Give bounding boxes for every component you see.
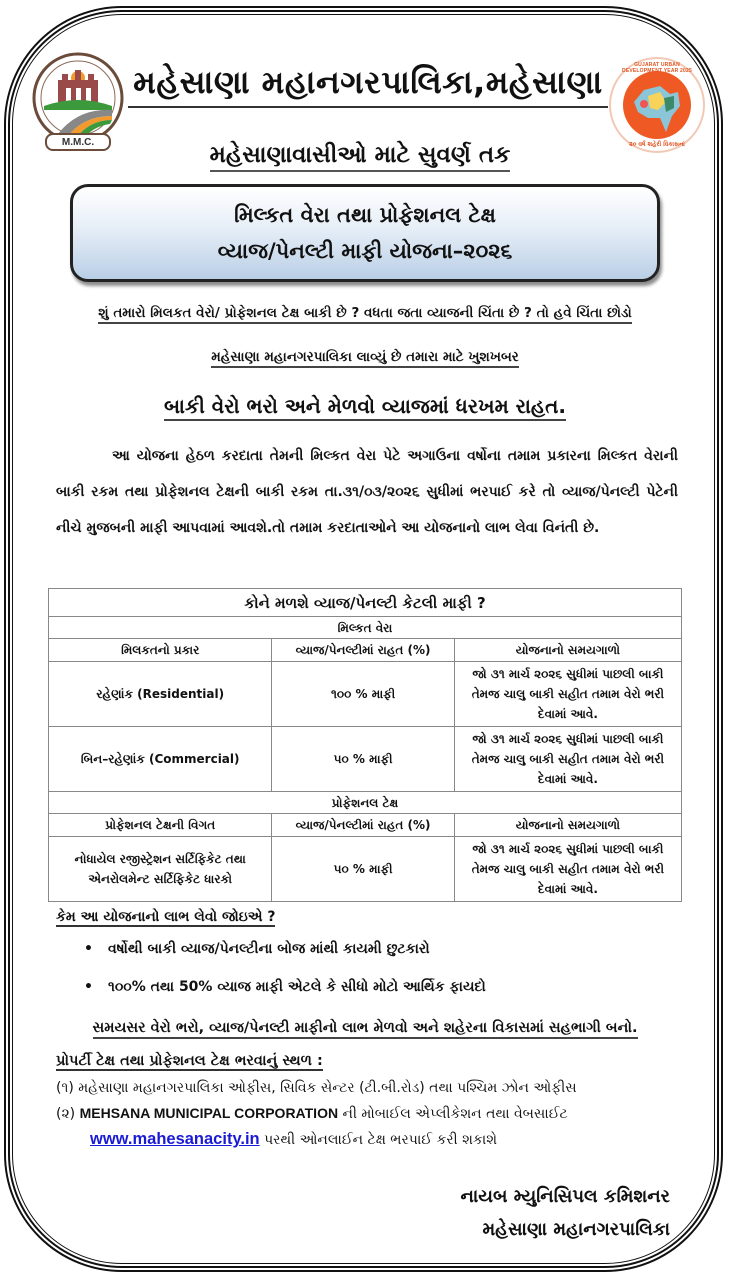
payment-place-2: [56, 1101, 696, 1127]
mmc-logo-label: M.M.C.: [61, 137, 95, 148]
news-text: મહેસાણા મહાનગરપાલિકા લાવ્યું છે તમારા માટે ખુશખબર: [211, 349, 519, 368]
tagline-text: મહેસાણાવાસીઓ માટે સુવર્ણ તક: [210, 142, 511, 172]
payment-places-heading: [56, 1050, 323, 1072]
mmc-emblem-icon: [28, 50, 128, 154]
organization-title: મહેસાણા મહાનગરપાલિકા,મહેસાણા: [128, 60, 608, 108]
website-line: [56, 1127, 696, 1153]
table-cell: જો ૩૧ માર્ચ ૨૦૨૬ સુધીમાં પાછલી બાકી તેમજ ચાલુ બાકી સહીત તમામ વેરો ભરી દેવામાં આવે.: [454, 727, 681, 792]
column-header: યોજનાનો સમયગાળો: [454, 639, 681, 662]
scheme-title-line-1: મિલ્કત વેરા તથા પ્રોફેશનલ ટેક્ષ: [234, 203, 496, 227]
news-line: [30, 346, 700, 368]
signature-block: [380, 1180, 670, 1246]
website-link[interactable]: www.mahesanacity.in: [90, 1130, 260, 1148]
gujarat-urban-development-year-logo: [608, 56, 706, 154]
cta-text: સમયસર વેરો ભરો, વ્યાજ/પેનલ્ટી માફીનો લાભ મેળવો અને શહેરના વિકાસમાં સહભાગી બનો.: [93, 1020, 638, 1039]
table-cell: રહેણાંક (Residential): [49, 662, 272, 727]
right-logo-label: GUJARAT URBAN DEVELOPMENT YEAR 2025: [622, 62, 692, 74]
column-header: વ્યાજ/પેનલ્ટીમાં રાહત (%): [272, 639, 454, 662]
relief-headline: [30, 390, 700, 422]
payment-heading-text: પ્રોપર્ટી ટેક્ષ તથા પ્રોફેશનલ ટેક્ષ ભરવાનું સ્થળ :: [56, 1053, 323, 1069]
payment-places-list: [56, 1076, 696, 1153]
table-cell: જો ૩૧ માર્ચ ૨૦૨૬ સુધીમાં પાછલી બાકી તેમજ ચાલુ બાકી સહીત તમામ વેરો ભરી દેવામાં આવે.: [454, 837, 681, 902]
question-text: શું તમારો મિલકત વેરો/ પ્રોફેશનલ ટેક્ષ બાકી છે ? વધતા જતા વ્યાજની ચિંતા છે ? તો હવે ચિંતા છોડો: [98, 305, 631, 324]
table-title: કોને મળશે વ્યાજ/પેનલ્ટી કેટલી માફી ?: [49, 589, 682, 617]
website-line-rest: પરથી ઓનલાઈન ટેક્ષ ભરપાઈ કરી શકાશે: [259, 1132, 497, 1148]
table-cell: બિન–રહેણાંક (Commercial): [49, 727, 272, 792]
payment-place-2-rest: ની મોબાઈલ એપ્લીકેશન તથા વેબસાઈટ: [338, 1106, 568, 1122]
table-row: [49, 727, 682, 792]
signatory-designation: નાયબ મ્યુનિસિપલ કમિશનર: [460, 1186, 670, 1207]
scheme-description: આ યોજના હેઠળ કરદાતા તેમની મિલ્કત વેરા પેટે અગાઉના વર્ષોના તમામ પ્રકારના મિલ્કત વેરાની બાકી રકમ તથા પ્રોફેશનલ ટેક્ષની બાકી રકમ તા.૩૧/૦૩/૨૦૨૬ સુધીમાં ભરપાઈ કરે તો વ્યાજ/પેનલ્ટી પેટેની નીચે મુજબની માફી આપવામાં આવશે.તો તમામ કરદાતાઓને આ યોજનાનો લાભ લેવા વિનંતી છે.: [56, 448, 678, 536]
relief-text: બાકી વેરો ભરો અને મેળવો વ્યાજમાં ધરખમ રાહત.: [164, 394, 566, 421]
payment-place-2-prefix: (૨): [56, 1106, 80, 1122]
table-cell: જો ૩૧ માર્ચ ૨૦૨૬ સુધીમાં પાછલી બાકી તેમજ ચાલુ બાકી સહીત તમામ વેરો ભરી દેવામાં આવે.: [454, 662, 681, 727]
why-heading-text: કેમ આ યોજનાનો લાભ લેવો જોઇએ ?: [56, 909, 276, 925]
signatory-office: મહેસાણા મહાનગરપાલિકા: [482, 1219, 670, 1240]
tagline: [160, 138, 560, 172]
corporation-name: MEHSANA MUNICIPAL CORPORATION: [79, 1105, 339, 1121]
section-heading-property-tax: મિલ્કત વેરા: [49, 617, 682, 639]
table-cell: ૧૦૦ % માફી: [272, 662, 454, 727]
call-to-action: [30, 1016, 700, 1040]
why-heading: [56, 906, 275, 928]
right-logo-sub-label: ૨૦ વર્ષ શહેરી વિકાસનાં: [629, 141, 685, 148]
table-cell: નોધાયેલ રજીસ્ટ્રેશન સર્ટિફિકેટ તથા એનરોલમેન્ટ સર્ટિફિકેટ ધારકો: [49, 837, 272, 902]
column-header: વ્યાજ/પેનલ્ટીમાં રાહત (%): [272, 814, 454, 837]
column-header: પ્રોફેશનલ ટેક્ષની વિગત: [49, 814, 272, 837]
scheme-title-box: [70, 184, 660, 282]
table-row: [49, 662, 682, 727]
benefits-list: [84, 938, 684, 1014]
list-item: • ૧૦૦% તથા 50% વ્યાજ માફી એટલે કે સીધો મોટો આર્થિક ફાયદો: [84, 976, 684, 998]
column-header: યોજનાનો સમયગાળો: [454, 814, 681, 837]
column-header: મિલકતનો પ્રકાર: [49, 639, 272, 662]
section-heading-professional-tax: પ્રોફેશનલ ટેક્ષ: [49, 792, 682, 814]
table-cell: ૫૦ % માફી: [272, 727, 454, 792]
list-item: • વર્ષોથી બાકી વ્યાજ/પેનલ્ટીના બોજ માંથી કાયમી છુટકારો: [84, 938, 684, 960]
relief-table: [48, 588, 682, 902]
table-row: [49, 837, 682, 902]
payment-place-1: (૧) મહેસાણા મહાનગરપાલિકા ઓફીસ, સિવિક સેન્ટર (ટી.બી.રોડ) તથા પશ્ચિમ ઝોન ઓફીસ: [56, 1080, 577, 1096]
scheme-title-line-2: વ્યાજ/પેનલ્ટી માફી યોજના–૨૦૨૬: [217, 239, 513, 263]
table-cell: ૫૦ % માફી: [272, 837, 454, 902]
question-line: [30, 302, 700, 324]
